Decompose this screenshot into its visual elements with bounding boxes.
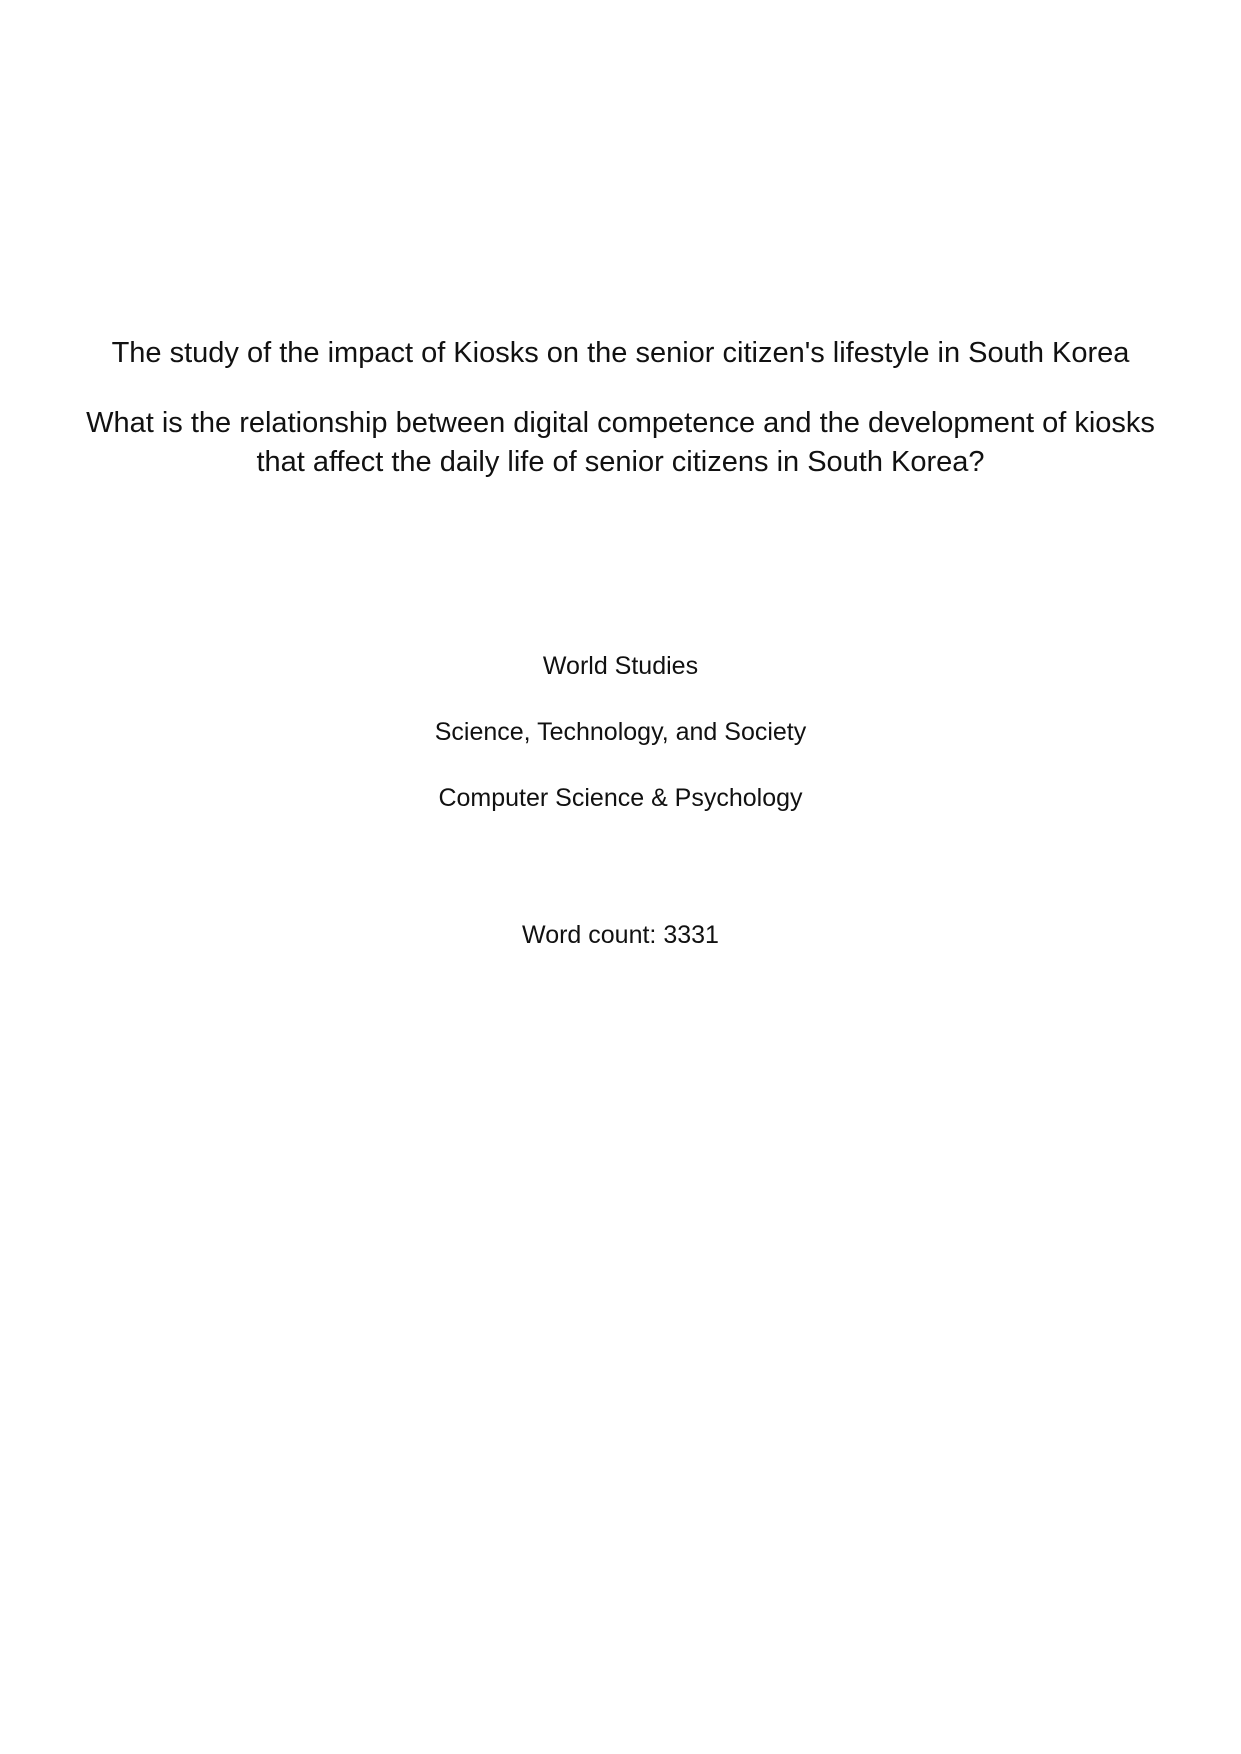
document-title: The study of the impact of Kiosks on the senior citizen's lifestyle in South Korea [111, 337, 1130, 369]
title-block [60, 333, 1181, 482]
research-question: What is the relationship between digital competence and the development of kiosks that affect the daily life of senior citizens in South Korea? [86, 407, 1155, 478]
subject-line: World Studies [542, 652, 699, 680]
disciplines-line: Computer Science & Psychology [438, 784, 803, 812]
theme-line: Science, Technology, and Society [434, 718, 807, 746]
word-count: Word count: 3331 [522, 921, 719, 949]
